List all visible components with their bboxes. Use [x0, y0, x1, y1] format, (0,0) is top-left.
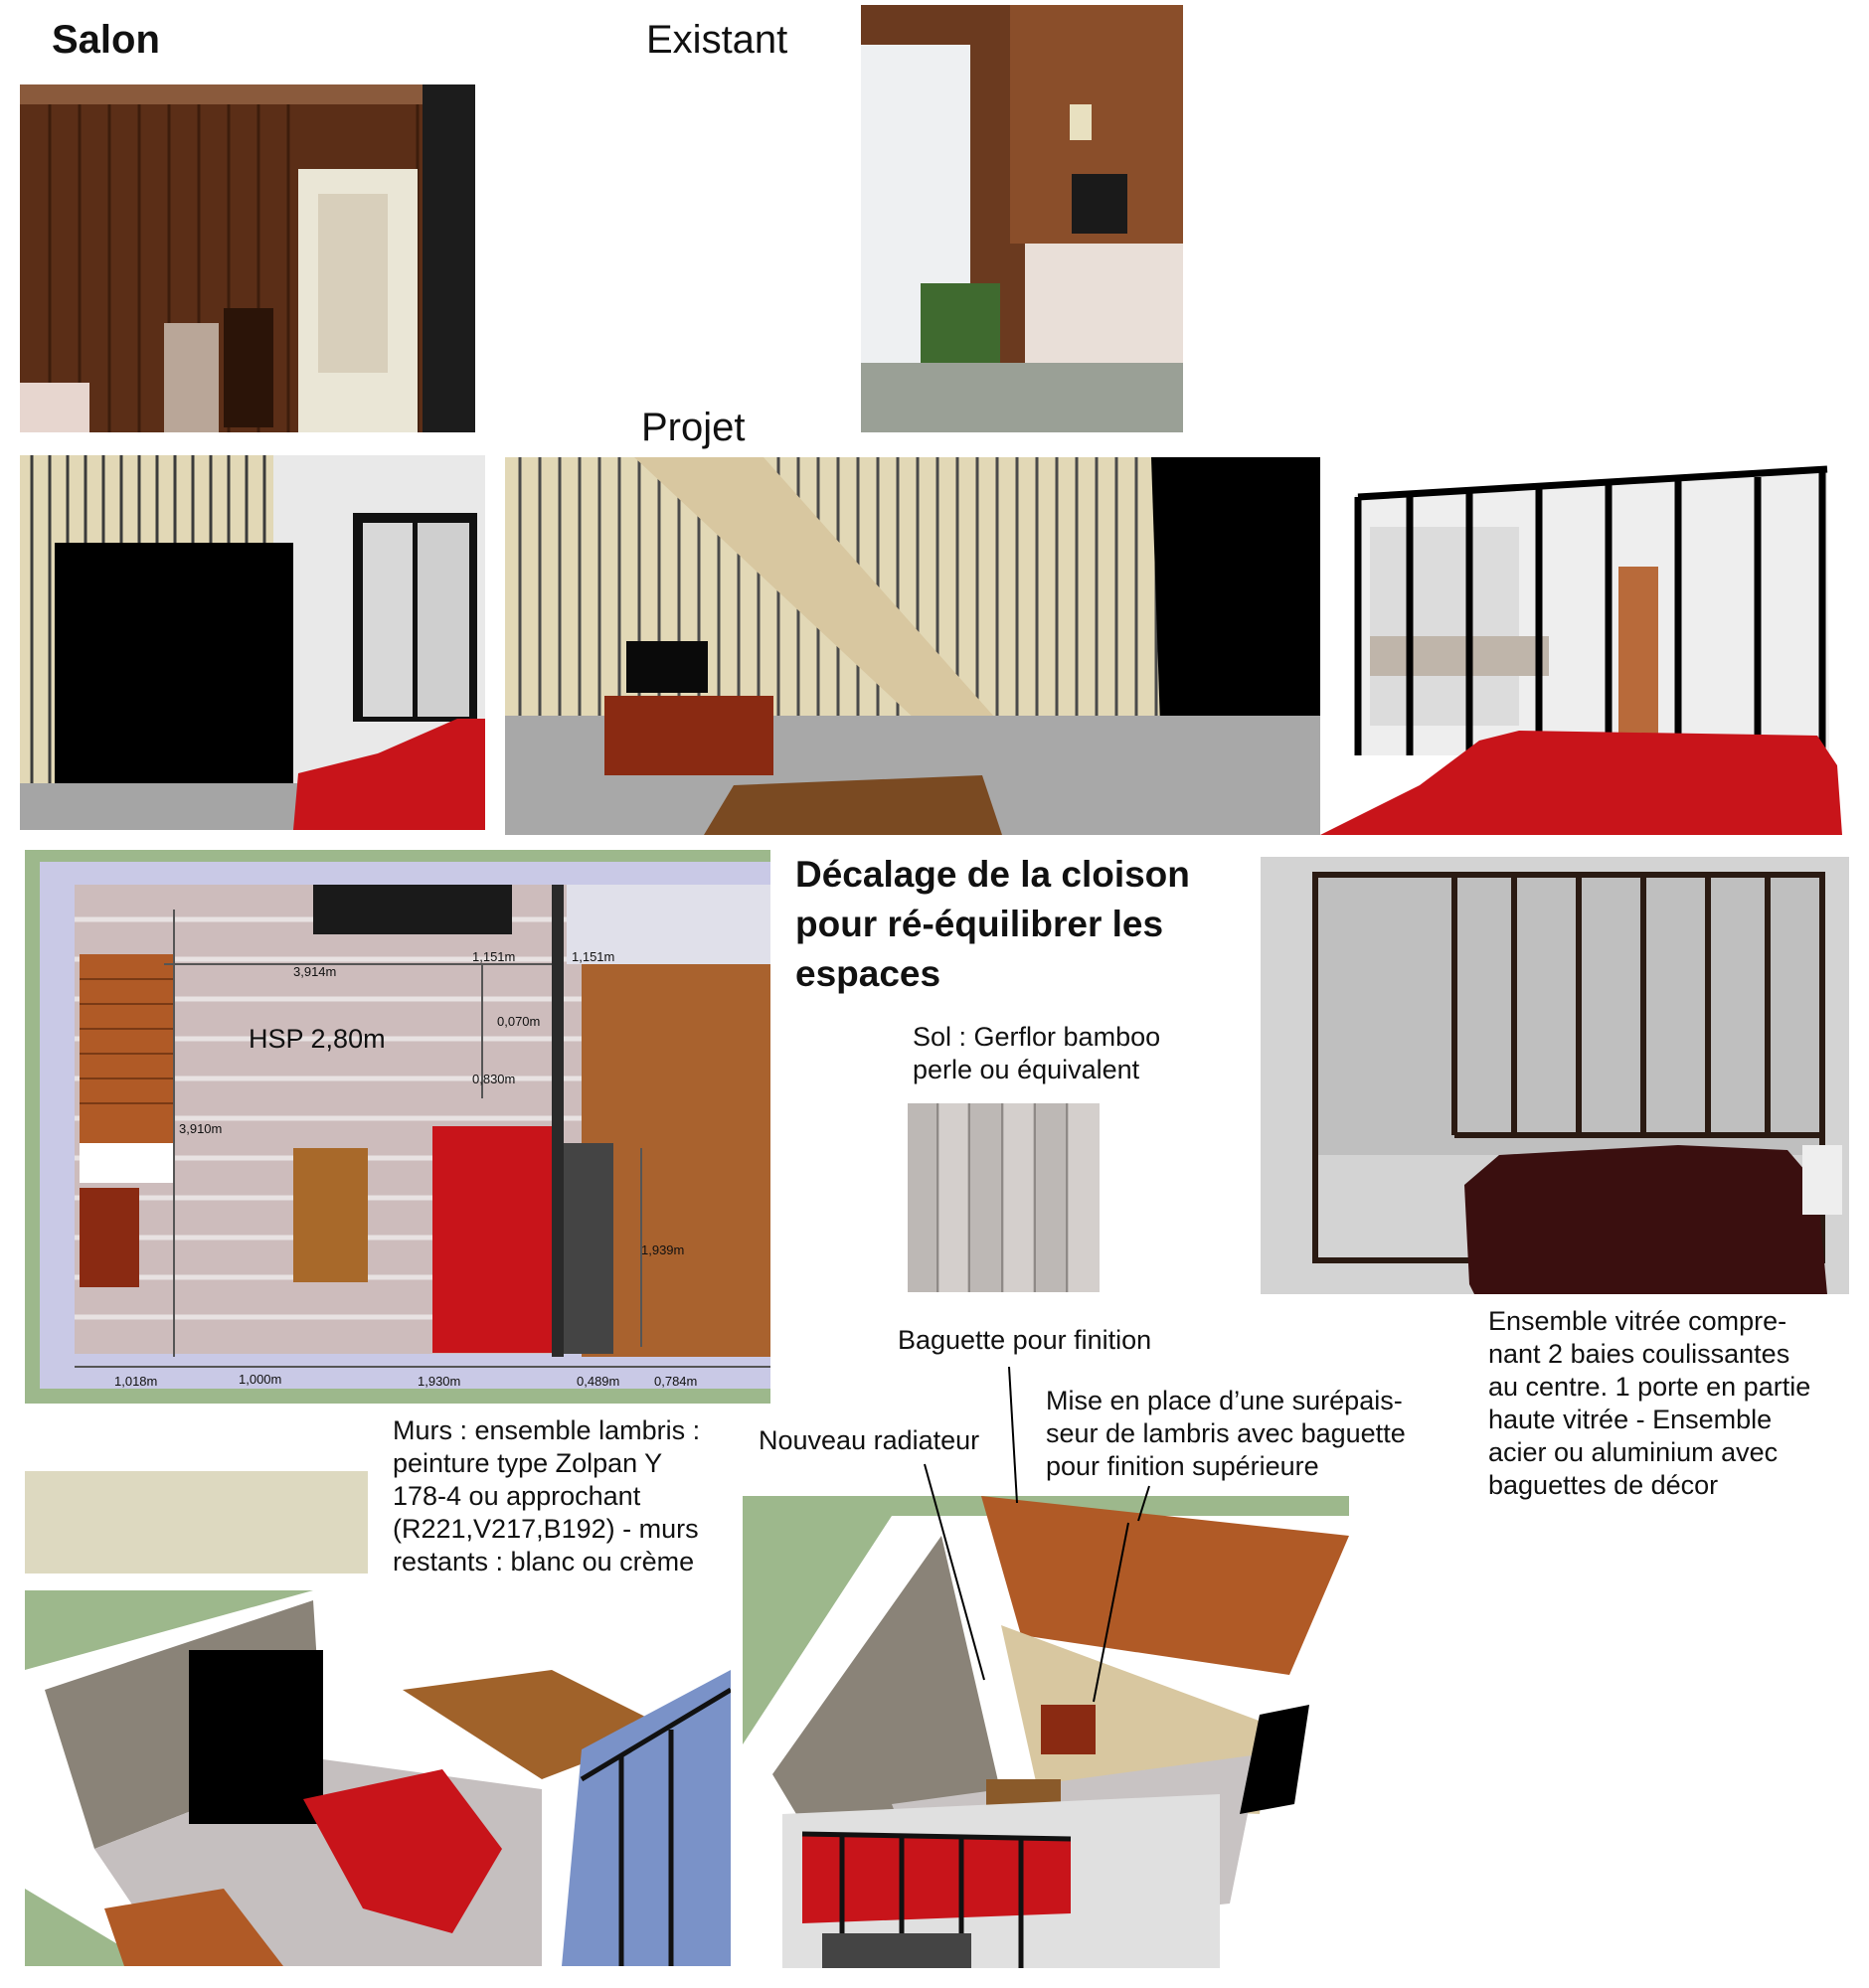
photo-reference-partition	[1261, 857, 1849, 1294]
title-existant: Existant	[646, 18, 788, 62]
heading-decalage: Décalage de la cloison pour ré-équilibrer les espaces	[795, 854, 1190, 994]
plan-dim-label: 1,151m	[572, 949, 615, 964]
title-projet: Projet	[641, 406, 746, 449]
render-project-stairs-tv	[505, 457, 1320, 835]
photo-existing-window	[861, 5, 1183, 432]
plan-dim-label: 1,151m	[472, 949, 516, 964]
label-surepaisseur: Mise en place d’une surépais-seur de lambris avec baguette pour finition supérieure	[1046, 1386, 1406, 1481]
plan-dim-label: 0,489m	[577, 1374, 620, 1389]
render-project-wardrobe	[20, 455, 485, 830]
render-project-partition	[1320, 457, 1852, 835]
render-3d-overview-left	[25, 1590, 731, 1966]
photo-existing-salon	[20, 84, 475, 432]
label-sol: Sol : Gerflor bamboo perle ou équivalent	[913, 1022, 1161, 1084]
render-3d-overview-right	[743, 1496, 1349, 1968]
title-salon: Salon	[52, 18, 160, 62]
label-murs: Murs : ensemble lambris : peinture type Zolpan Y 178-4 ou approchant (R221,V217,B192) - murs restants : blanc ou crème	[393, 1415, 701, 1576]
floor-sample-swatch	[908, 1103, 1100, 1292]
label-radiateur: Nouveau radiateur	[759, 1425, 980, 1455]
plan-dim-label: 0,070m	[497, 1014, 541, 1029]
plan-dim-label: 3,914m	[293, 964, 337, 979]
label-baguette: Baguette pour finition	[898, 1325, 1152, 1355]
plan-dim-label: 0,830m	[472, 1072, 516, 1086]
plan-hsp-label: HSP 2,80m	[249, 1024, 386, 1054]
paint-color-swatch	[25, 1471, 368, 1574]
plan-dim-label: 0,784m	[654, 1374, 698, 1389]
plan-dim-label: 1,018m	[114, 1374, 158, 1389]
label-ensemble-vitree: Ensemble vitrée compre-nant 2 baies coulissantes au centre. 1 porte en partie haute vitrée - Ensemble acier ou aluminium avec baguettes de décor	[1488, 1306, 1811, 1500]
plan-dim-label: 3,910m	[179, 1121, 223, 1136]
plan-dim-label: 1,930m	[418, 1374, 461, 1389]
plan-dim-label: 1,939m	[641, 1242, 685, 1257]
plan-dim-label: 1,000m	[239, 1372, 282, 1387]
floor-plan	[25, 850, 770, 1404]
